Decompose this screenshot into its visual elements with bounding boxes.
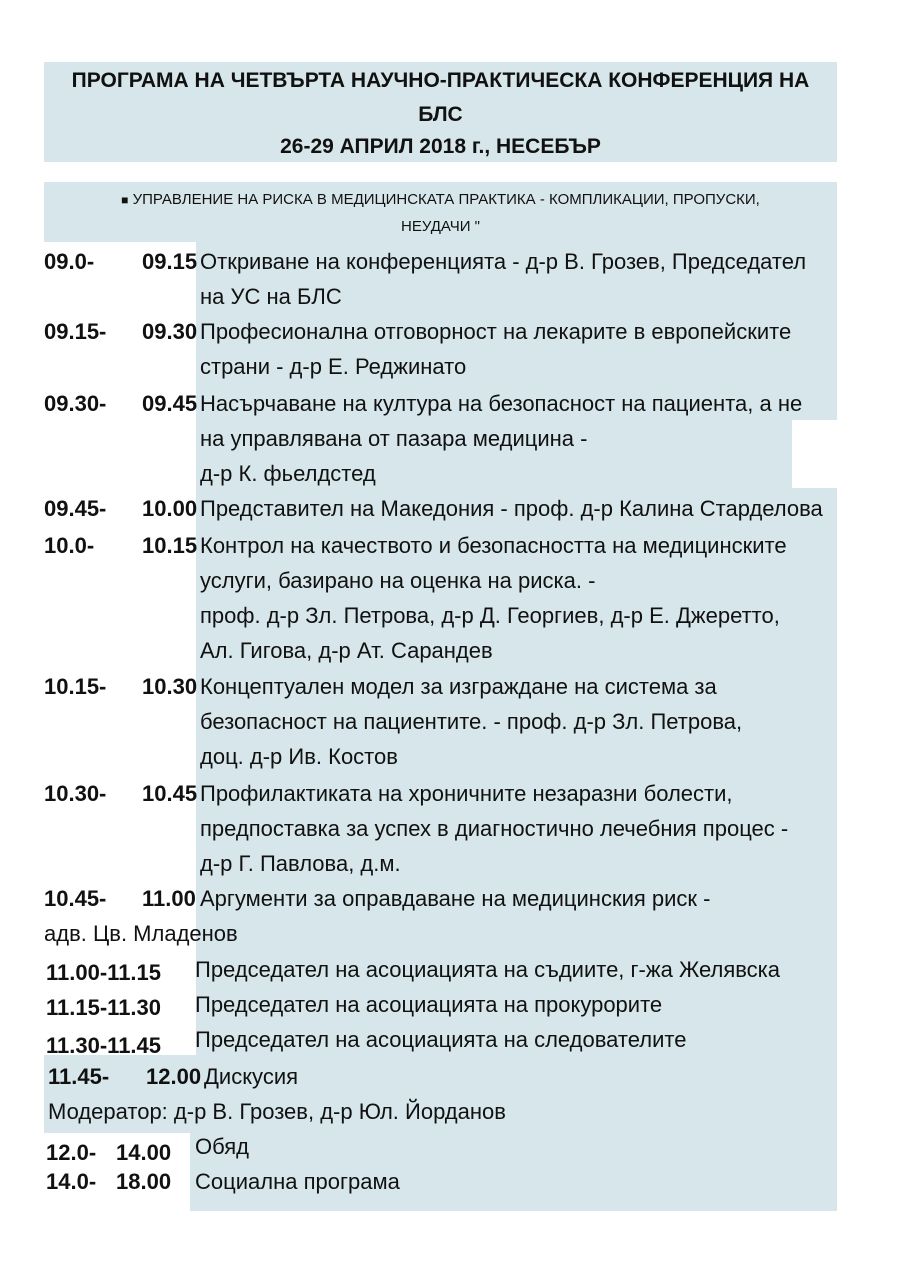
end-time: 10.00 [142,496,198,521]
section-heading-line-2: НЕУДАЧИ " [401,218,480,235]
page-title-line-3: 26-29 АПРИЛ 2018 г., НЕСЕБЪР [280,135,601,158]
talk-text: Председател на асоциацията на съдиите, г-жа Желявска [195,957,781,982]
talk-text: на УС на БЛС [200,284,342,309]
talk-text: доц. д-р Ив. Костов [200,744,398,769]
talk-text: Професионална отговорност на лекарите в европейските [200,319,792,344]
end-time: 09.15 [142,249,198,274]
start-time: 09.15- [44,319,107,344]
page-title-line-2: БЛС [418,103,463,126]
start-time: 12.0- [46,1140,97,1165]
end-time: 12.00 [146,1064,202,1089]
talk-text: страни - д-р Е. Реджинато [200,354,467,379]
talk-text: д-р К. фьелдстед [200,461,376,486]
end-time: 18.00 [116,1169,172,1194]
start-time: 09.0- [44,249,95,274]
end-time: 09.30 [142,319,198,344]
start-time: 10.30- [44,781,107,806]
end-time: 10.45 [142,781,198,806]
section-heading-text: УПРАВЛЕНИЕ НА РИСКА В МЕДИЦИНСКАТА ПРАКТИКА - КОМПЛИКАЦИИ, ПРОПУСКИ, [132,191,760,208]
time-range: 11.30-11.45 [46,1033,162,1058]
talk-text: проф. д-р Зл. Петрова, д-р Д. Георгиев, д-р Е. Джеретто, [200,603,780,628]
talk-text: Ал. Гигова, д-р Ат. Сарандев [200,638,493,663]
talk-text: предпоставка за успех в диагностично лечебния процес - [200,816,789,841]
bullet-icon: ■ [121,193,129,207]
moderator-text: Модератор: д-р В. Грозев, д-р Юл. Йорданов [48,1099,506,1124]
talk-text: на управлявана от пазара медицина - [200,426,588,451]
talk-text: Откриване на конференцията - д-р В. Грозев, Председател [200,249,807,274]
end-time: 09.45 [142,391,198,416]
talk-text: безопасност на пациентите. - проф. д-р Зл. Петрова, [200,709,743,734]
time-range: 11.00-11.15 [46,960,162,985]
start-time: 10.45- [44,886,107,911]
talk-text: Концептуален модел за изграждане на система за [200,674,717,699]
talk-text: Председател на асоциацията на прокурорите [195,992,663,1017]
talk-text: Аргументи за оправдаване на медицинския риск - [200,886,711,911]
talk-text: Представител на Македония - проф. д-р Калина Старделова [200,496,823,521]
start-time: 11.45- [48,1064,110,1089]
talk-text: Председател на асоциацията на следователите [195,1027,687,1052]
talk-text: Контрол на качеството и безопасността на медицинските [200,533,787,558]
talk-text: Профилактиката на хроничните незаразни болести, [200,781,733,806]
talk-text: Обяд [195,1134,249,1159]
talk-text: услуги, базирано на оценка на риска. - [200,568,596,593]
start-time: 09.30- [44,391,107,416]
end-time: 10.30 [142,674,198,699]
start-time: 10.0- [44,533,95,558]
talk-text: адв. Цв. Младенов [44,921,238,946]
start-time: 14.0- [46,1169,97,1194]
start-time: 09.45- [44,496,107,521]
end-time: 10.15 [142,533,198,558]
end-time: 14.00 [116,1140,172,1165]
talk-text: д-р Г. Павлова, д.м. [200,851,401,876]
talk-text: Насърчаване на култура на безопасност на пациента, а не [200,391,803,416]
page-title-line-1: ПРОГРАМА НА ЧЕТВЪРТА НАУЧНО-ПРАКТИЧЕСКА КОНФЕРЕНЦИЯ НА [71,69,810,92]
end-time: 11.00 [142,886,196,911]
talk-text: Дискусия [204,1064,299,1089]
start-time: 10.15- [44,674,107,699]
talk-text: Социална програма [195,1169,400,1194]
section-heading-line-1 [44,190,837,210]
time-range: 11.15-11.30 [46,995,162,1020]
